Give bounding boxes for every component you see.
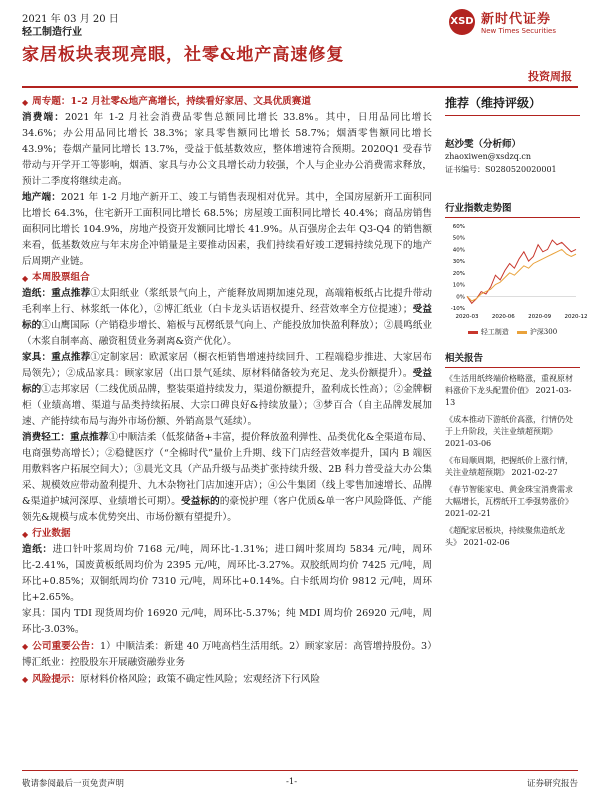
section-heading-text: 风险提示： — [32, 674, 81, 685]
header-divider — [22, 86, 578, 88]
legend-label: 轻工制造 — [480, 328, 509, 336]
y-tick-label: 60% — [452, 224, 465, 230]
disclaimer-note[interactable]: 敬请参阅最后一页免责声明 — [22, 779, 125, 789]
analyst-email[interactable]: zhaoxiwen@xsdzq.cn — [445, 152, 532, 161]
paragraph-text: 的豪悦护理（客户优质&单一客户风险降低、产能领先&规模与成本优势突出、市场份额有望提升）。 — [22, 496, 433, 523]
related-report-title[interactable]: 《布局顺周期，把握纸价上涨行情，关注业绩超预期》 — [445, 456, 573, 477]
series-line — [467, 249, 576, 301]
paragraph-text: 2021 年 1-2 月地产新开工、竣工与销售表现相对优异。其中，全国房屋新开工面积同比增长 64.3%，住宅新开工面积同比增长 68.5%；房屋竣工面积同比增长 40.4%；商品房销售面积同比增长 104.9%，房地产投资开发额同比增长 41.9%。从百强房企去年 Q3-Q4 的销售额来看，低基数效应与年末房企冲销量是主要推动因素，我们持续看好竣工逻辑持续兑现下的地产后周期产业链。 — [22, 192, 433, 267]
bold-text: 受益标的 — [22, 368, 432, 395]
index-chart — [445, 222, 588, 336]
related-report-title[interactable]: 《春节智能家电、黄金珠宝消费需求大幅增长，瓦楞纸开工季强势涨价》 — [445, 485, 573, 506]
section-heading — [22, 270, 432, 286]
related-report-date: 2021-03-13 — [445, 386, 572, 407]
paragraph-text: 家具： — [22, 608, 52, 619]
paragraph-text: ①志邦家居（二线优质品牌，整装渠道持续发力，渠道份额提升，盈利成长性高）；②金牌橱柜（业绩高增、渠道与品类持续拓展、大宗口碑良好&持续放量）；③梦百合（自主品牌发展加速、产能持续布局与海外市场份额、外销高景气延续）。 — [22, 384, 432, 427]
related-report-item[interactable] — [445, 455, 580, 479]
diamond-bullet-icon: ◆ — [22, 674, 29, 684]
paragraph-text: ①山鹰国际（产销稳步增长、箱板与瓦楞纸景气向上、产能投放加快盈利释放）；②晨鸣纸业（木浆自制率高、融资租赁业务剥离&资产优化）。 — [22, 320, 432, 347]
logo-name: 新时代证券 — [481, 12, 552, 27]
paragraph-text: ①中顺洁柔（低浆储备+丰富，提价释放盈利弹性、品类优化&全渠道布局、电商强势高增长）；②稳健医疗（“全棉时代”量价上升期、线下门店经营效率提升，国内 B 端医用敷料客户拓展空间大）；③晨光文具（产品升级与品类扩张持续升级、2B 科力普受益大办公集采、规模效应带动盈利提升、九木杂物社门店加速开店）；④公牛集团（线上零售加速增长、品牌&渠道护城河深厚、业绩增长可期）。 — [22, 432, 433, 507]
related-report-title[interactable]: 《超配家居板块，持续聚焦造纸龙头》 — [445, 526, 565, 547]
paragraph — [22, 286, 432, 350]
chart-title: 行业指数走势图 — [445, 200, 580, 218]
paragraph-text: ①太阳纸业（浆纸景气向上，产能释放周期加速兑现，高端箱板纸占比提升带动毛利率上行、林浆纸一体化），②博汇纸业（白卡龙头话语权提升、经营效率全方位提速）； — [22, 288, 433, 315]
related-reports-title: 相关报告 — [445, 350, 580, 368]
bold-text: 地产端： — [22, 192, 61, 203]
legend-label: 沪深300 — [529, 328, 558, 336]
paragraph — [22, 350, 432, 430]
related-report-item[interactable] — [445, 484, 580, 520]
legend-item — [517, 327, 557, 337]
chart-legend — [445, 327, 580, 337]
section-heading — [22, 638, 432, 671]
related-reports-list — [445, 373, 580, 549]
paragraph — [22, 190, 432, 270]
paragraph — [22, 606, 432, 638]
related-report-item[interactable] — [445, 373, 580, 409]
y-tick-label: 0% — [456, 294, 465, 301]
paragraph-text: ①定制家居：欧派家居（橱衣柜销售增速持续回升、工程端稳步推进、大家居布局领先）；②成品家具：顾家家居（出口景气延续、原材料储备较为充足、龙头份额提升）。 — [22, 352, 433, 379]
y-tick-label: -10% — [450, 306, 465, 312]
related-report-date: 2021-03-06 — [445, 439, 492, 448]
report-type: 投资周报 — [528, 70, 572, 83]
paragraph — [22, 110, 432, 190]
diamond-bullet-icon: ◆ — [22, 273, 29, 283]
section-heading-text: 公司重要公告： — [32, 641, 100, 652]
bold-text: 家具：重点推荐 — [22, 352, 91, 363]
page-number: -1- — [286, 777, 298, 787]
y-tick-label: 50% — [452, 235, 465, 242]
paragraph-text: 国内 TDI 现货周均价 16920 元/吨，周环比-5.37%；纯 MDI 周均价 26920 元/吨，周环比-3.03%。 — [22, 608, 433, 635]
related-report-date: 2021-02-06 — [463, 538, 510, 547]
bold-text: 造纸：重点推荐 — [22, 288, 91, 299]
bold-text: 消费轻工：重点推荐 — [22, 432, 109, 443]
industry-category: 轻工制造行业 — [22, 27, 82, 38]
diamond-bullet-icon: ◆ — [22, 97, 29, 107]
related-report-item[interactable] — [445, 414, 580, 450]
analyst-cert: 证书编号：S0280520020001 — [445, 165, 557, 174]
brand-logo — [449, 8, 556, 35]
y-tick-label: 20% — [452, 270, 465, 277]
series-line — [467, 240, 576, 303]
footer-label: 证券研究报告 — [526, 779, 578, 789]
x-tick-label: 2020-03 — [455, 314, 479, 320]
y-tick-label: 10% — [452, 282, 465, 289]
y-tick-label: 40% — [452, 247, 465, 254]
legend-item — [468, 327, 509, 337]
section-heading — [22, 671, 432, 688]
logo-english-name: New Times Securities — [481, 27, 556, 35]
bold-text: 消费端： — [22, 112, 66, 123]
index-chart-svg — [445, 222, 588, 322]
main-content — [22, 94, 432, 688]
bold-text: 受益标的 — [181, 496, 220, 507]
related-report-title[interactable]: 《成本推动下游纸价高涨，行情仍处于上升阶段，关注业绩超预期》 — [445, 415, 573, 436]
bold-text: 造纸： — [22, 544, 53, 555]
paragraph — [22, 430, 432, 526]
bold-text: 受益标的 — [22, 304, 432, 331]
x-tick-label: 2020-06 — [491, 314, 515, 320]
paragraph — [22, 542, 432, 606]
report-date: 2021 年 03 月 20 日 — [22, 14, 119, 25]
rating-label: 推荐（维持评级） — [445, 94, 580, 116]
report-title: 家居板块表现亮眼，社零&地产高速修复 — [22, 45, 345, 65]
section-heading-text: 行业数据 — [32, 528, 71, 539]
x-tick-label: 2020-09 — [528, 314, 552, 320]
x-tick-label: 2020-12 — [564, 314, 588, 320]
section-heading-text: 周专题：1-2 月社零&地产高增长，持续看好家居、文具优质赛道 — [32, 96, 311, 107]
section-heading — [22, 94, 432, 110]
paragraph-text: 2021 年 1-2 月社会消费品零售总额同比增长 33.8%。其中，日用品同比增长 34.6%；办公用品同比增长 38.3%；家具零售额同比增长 58.7%；烟酒零售额同比增长 43.9%；卷烟产量同比增长 13.7%，受益于低基数效应，整体增速符合预期。2020Q1 受春节带动与开学开工等影响，烟酒、家具与办公文具增长动力较强，个人与企业办公消费需求释放，预计二季度将继续走高。 — [22, 112, 433, 187]
paragraph-text: 进口针叶浆周均价 7168 元/吨，周环比-1.31%；进口阔叶浆周均 5834 元/吨，周环比-2.41%，国废黄板纸周均价为 2395 元/吨，周环比-3.27%。双胶纸周均价 7425 元/吨，周环比+0.85%；双铜纸周均价 7310 元/吨，周环比+0.14%。白卡纸周均价 9812 元/吨，周环比+2.65%。 — [22, 544, 433, 603]
related-report-date: 2021-02-27 — [511, 468, 558, 477]
y-tick-label: 30% — [452, 259, 465, 266]
legend-swatch — [468, 331, 478, 334]
analyst-name: 赵沙雯（分析师） — [445, 139, 522, 150]
section-inline-text: 原材料价格风险；政策不确定性风险；宏观经济下行风险 — [80, 674, 320, 685]
related-report-title[interactable]: 《生活用纸终端价格略涨，重视原材料涨价下龙头配置价值》 — [445, 374, 573, 395]
related-report-date: 2021-02-21 — [445, 509, 492, 518]
footer-divider — [22, 770, 578, 771]
logo-mark-icon: XSD — [449, 9, 475, 35]
section-heading — [22, 526, 432, 542]
related-report-item[interactable] — [445, 525, 580, 549]
diamond-bullet-icon: ◆ — [22, 529, 29, 539]
diamond-bullet-icon: ◆ — [22, 641, 29, 651]
section-heading-text: 本周股票组合 — [32, 272, 90, 283]
section-inline-text: 1）中顺洁柔：新建 40 万吨高档生活用纸。2）顾家家居：高管增持股份。3）博汇纸业：控股股东开展融资融券业务 — [22, 641, 432, 668]
sidebar — [445, 94, 588, 549]
legend-swatch — [517, 331, 527, 334]
